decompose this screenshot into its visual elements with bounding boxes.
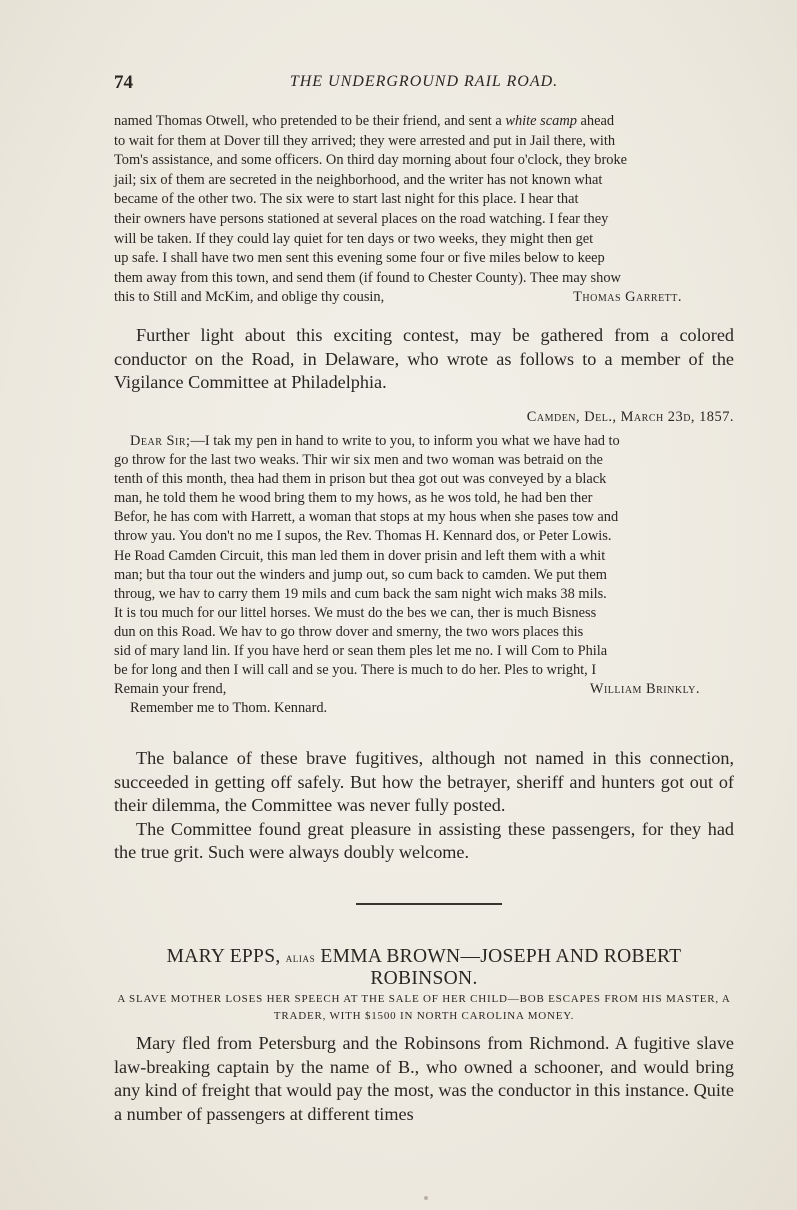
letter-line: throug, we hav to carry them 19 mils and cum back the sam night wich maks 38 mils. [114,585,607,602]
brinkly-letter [114,432,734,718]
page-header [114,72,734,96]
body-paragraphs [114,747,734,865]
letter-postscript: Remember me to Thom. Kennard. [130,700,328,717]
letter-line: named Thomas Otwell, who pretended to be their friend, and sent a white scamp ahead [114,113,615,129]
letter-line: up safe. I shall have two men sent this evening some four or five miles below to keep [114,250,605,267]
paragraph-text: Further light about this exciting contest, may be gathered from a colored conductor on the Road, in Delaware, who wrote as follows to a member of the Vigilance Committee at Philadelphia. [114,325,734,393]
section-title [114,946,734,989]
letter-line-text: —I tak my pen in hand to write to you, to inform you what we have had to [190,433,620,449]
letter-line: throw yau. You don't no me I supos, the Rev. Thomas H. Kennard dos, or Peter Lowis. [114,528,612,545]
letter-line: Befor, he has com with Harrett, a woman that stops at my hous when she pases tow and [114,509,619,526]
letter-line: tenth of this month, thea had them in prison but thea got out was conveyed by a black [114,471,607,488]
letter-closing-line [114,288,734,308]
paragraph-text: Mary fled from Petersburg and the Robinsons from Richmond. A fugitive slave law-breaking captain by the name of B., who owned a schooner, and would bring any kind of freight that would pay the most, was the conductor in this instance. Quite a number of passengers at different times [114,1033,734,1124]
letter-dateline: Camden, Del., March 23d, 1857. [526,409,734,425]
emphasis-text: white scamp [505,113,577,129]
letter-line: man; but tha tour out the winders and jump out, so cum back to camden. We put them [114,566,607,583]
letter-line: Tom's assistance, and some officers. On third day morning about four o'clock, they broke [114,152,628,169]
section-divider [356,903,502,905]
section-title-part2: EMMA BROWN—JOSEPH AND ROBERT ROBINSON. [320,946,682,989]
running-head: THE UNDERGROUND RAIL ROAD. [289,73,559,90]
letter-line: be for long and then I will call and se you. There is much to do her. Ples to wright, I [114,662,597,679]
letter-line: man, he told them he wood bring them to my hows, as he wos told, he had ben ther [114,490,593,507]
section-title-part1: MARY EPPS, [166,946,281,967]
letter-line: their owners have persons stationed at several places on the road watching. I fear they [114,210,609,227]
letter-line: jail; six of them are secreted in the neighborhood, and the writer has not known what [114,171,603,188]
letter-signature: Thomas Garrett. [573,289,682,306]
page-number: 74 [114,72,133,93]
letter-signature: William Brinkly. [589,681,700,698]
letter-closing: this to Still and McKim, and oblige thy cousin, [114,289,385,306]
letter-line: dun on this Road. We hav to go throw dover and smerny, the two wors places this [114,623,584,640]
garrett-letter-excerpt [114,112,734,308]
letter-line: became of the other two. The six were to start last night for this place. I hear that [114,191,579,208]
section-subtitle: A SLAVE MOTHER LOSES HER SPEECH AT THE SALE OF HER CHILD—BOB ESCAPES FROM HIS MASTER, A TRADER, WITH $1500 IN NORTH CAROLINA MONEY. [117,993,731,1022]
letter-closing-line [114,680,734,699]
letter-salutation: Dear Sir; [130,433,191,449]
letter-line [114,432,734,451]
letter-line: He Road Camden Circuit, this man led them in dover prisin and left them with a whit [114,547,606,564]
letter-line: go throw for the last two weaks. Thir wir six men and two woman was betraid on the [114,452,603,469]
body-paragraph [114,324,734,395]
letter-line: sid of mary land lin. If you have herd or sean them ples let me no. I will Com to Phila [114,643,608,660]
section-title-alias: alias [285,950,316,965]
letter-line: them away from this town, and send them (if found to Chester County). Thee may show [114,269,621,286]
body-paragraph [114,1032,734,1126]
page-speck [424,1196,428,1200]
letter-line: to wait for them at Dover till they arrived; they were arrested and put in Jail there, with [114,132,616,149]
letter-line: will be taken. If they could lay quiet for ten days or two weeks, they might then get [114,230,594,247]
letter-closing: Remain your frend, [114,681,227,698]
paragraph-text: The Committee found great pleasure in assisting these passengers, for they had the true grit. Such were always doubly welcome. [114,818,734,863]
paragraph-text: The balance of these brave fugitives, although not named in this connection, succeeded in getting off safely. But how the betrayer, sheriff and hunters got out of their dilemma, the Committee was never fully posted. [114,748,734,816]
letter-line: It is tou much for our littel horses. We must do the bes we can, ther is much Bisness [114,604,597,621]
